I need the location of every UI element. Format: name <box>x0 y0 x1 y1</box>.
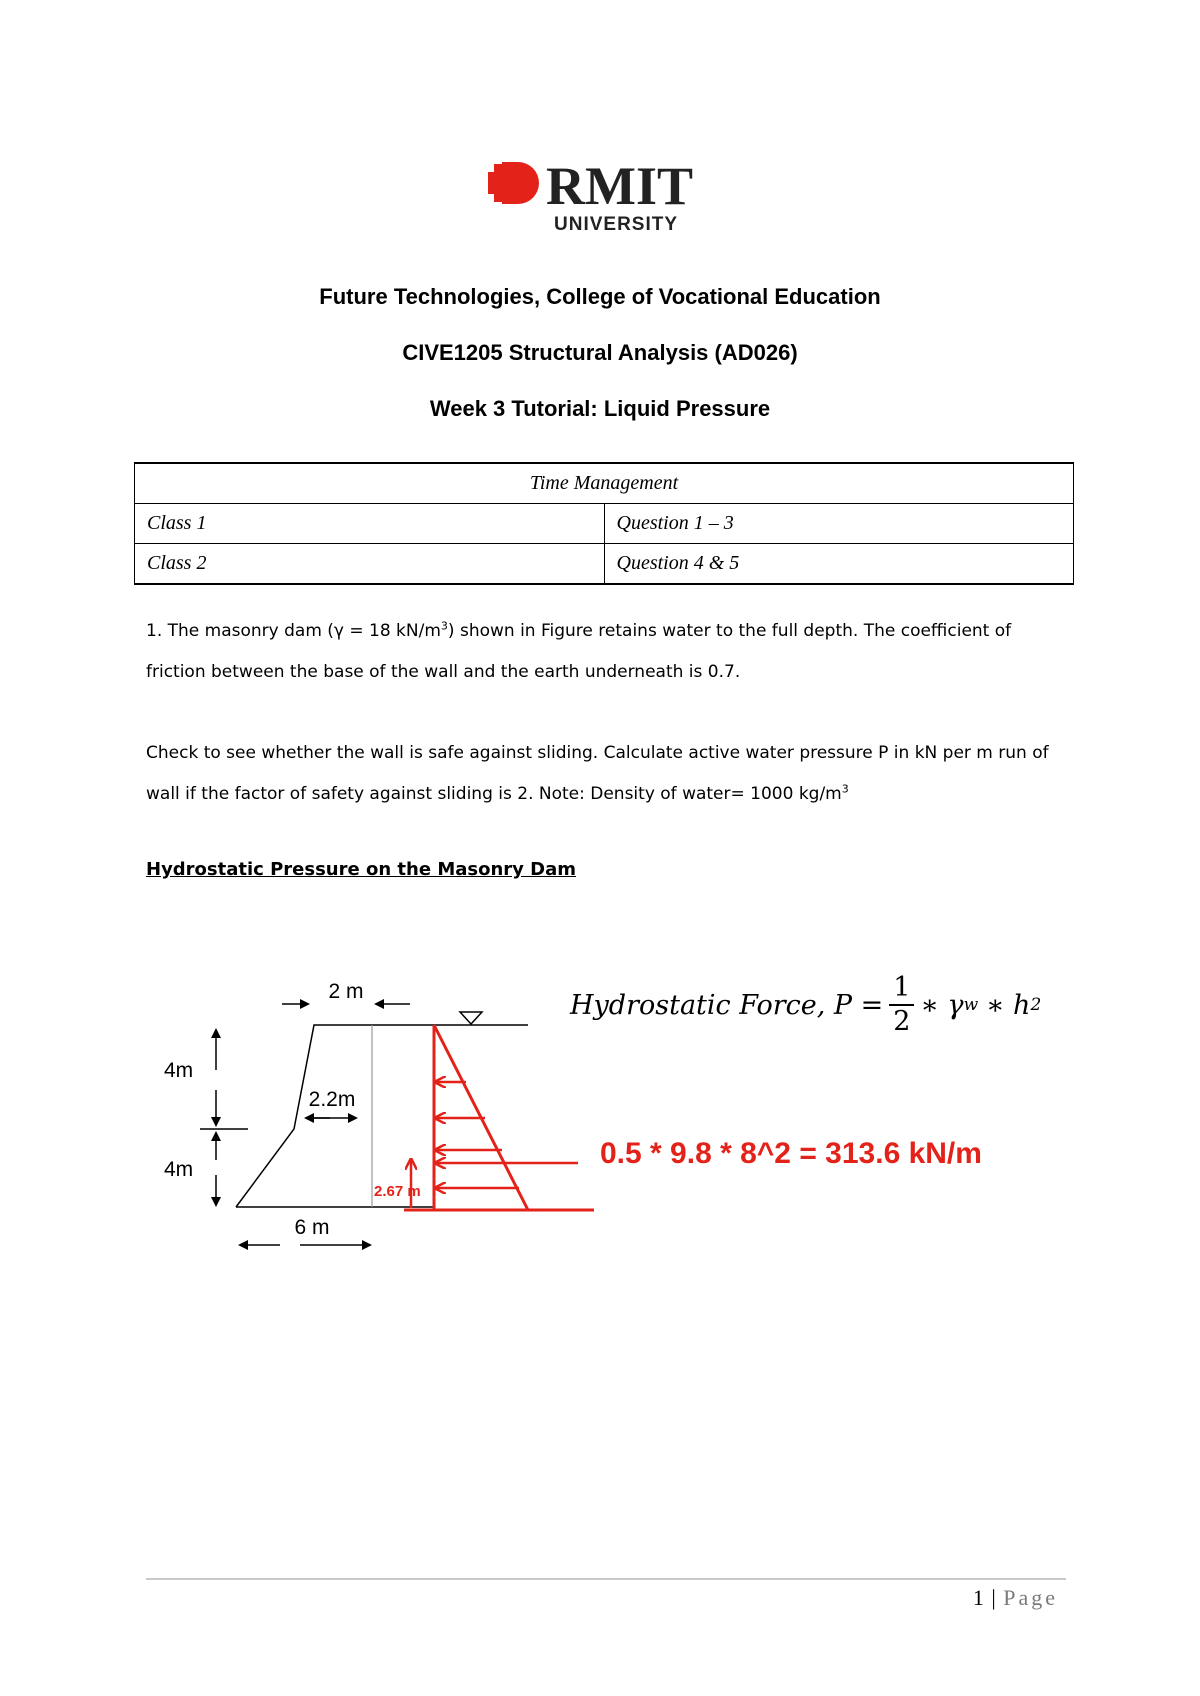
college-title: Future Technologies, College of Vocational Education <box>319 284 881 309</box>
course-title: CIVE1205 Structural Analysis (AD026) <box>402 340 798 365</box>
formula-exponent: 2 <box>1030 995 1042 1015</box>
base-width-label: 6 m <box>294 1216 330 1239</box>
mid-width-label: 2.2m <box>308 1088 356 1111</box>
footer-divider <box>146 1578 1066 1580</box>
upper-height-label: 4m <box>164 1059 194 1082</box>
page-number: 1 <box>972 1585 985 1610</box>
force-height-label: 2.67 m <box>374 1183 421 1200</box>
formula-lhs: Hydrostatic Force, P = <box>570 989 884 1021</box>
logo-subtitle: UNIVERSITY <box>554 214 679 235</box>
calculation-result: 0.5 * 9.8 * 8^2 = 313.6 kN/m <box>600 1137 982 1170</box>
rmit-pixel-mark <box>488 162 539 204</box>
rmit-logo-graphic <box>488 158 724 242</box>
class-cell: Class 2 <box>135 544 605 585</box>
superscript: 3 <box>440 619 448 633</box>
superscript: 3 <box>841 782 849 796</box>
fraction-numerator: 1 <box>889 972 914 1006</box>
formula-subscript: w <box>963 995 979 1015</box>
pressure-diagram <box>374 1025 594 1210</box>
formula-term-h: ∗ h <box>986 989 1031 1021</box>
question-cell: Question 4 & 5 <box>604 544 1074 585</box>
tutorial-title: Week 3 Tutorial: Liquid Pressure <box>429 396 771 421</box>
logo-wordmark: RMIT <box>546 158 693 216</box>
formula-term-gamma: ∗ γ <box>920 989 964 1021</box>
lower-height-label: 4m <box>164 1158 194 1181</box>
question-text: ) shown in Figure retains water to the full depth. The coefficient of friction between the base of the wall and the earth underneath is 0.7. <box>146 621 1012 682</box>
page-separator: | <box>991 1585 997 1610</box>
top-width-label: 2 m <box>328 980 364 1003</box>
formula-fraction <box>889 972 914 1038</box>
section-title: Hydrostatic Pressure on the Masonry Dam <box>146 859 576 880</box>
question-text: 1. The masonry dam (γ = 18 kN/m <box>146 621 441 641</box>
question-text: Check to see whether the wall is safe against sliding. Calculate active water pressure P in kN per m run of wall if the factor of safety against sliding is 2. Note: Density of water= 1000 kg/m <box>146 743 1049 804</box>
table-row <box>135 504 1074 544</box>
question-cell: Question 1 – 3 <box>604 504 1074 544</box>
table-header-row <box>135 463 1074 504</box>
table-title: Time Management <box>135 463 1074 504</box>
question-paragraph-1 <box>146 611 1076 693</box>
question-paragraph-2 <box>146 733 1076 815</box>
class-cell: Class 1 <box>135 504 605 544</box>
hydrostatic-force-formula <box>570 972 1041 1038</box>
page-footer <box>973 1585 1058 1611</box>
fraction-denominator: 2 <box>893 1006 911 1037</box>
dam-outline <box>236 1025 434 1207</box>
time-management-table <box>134 462 1074 585</box>
water-level-symbol <box>460 1012 482 1024</box>
page-label: Page <box>1003 1585 1058 1610</box>
table-row <box>135 544 1074 585</box>
rmit-logo <box>488 158 724 242</box>
